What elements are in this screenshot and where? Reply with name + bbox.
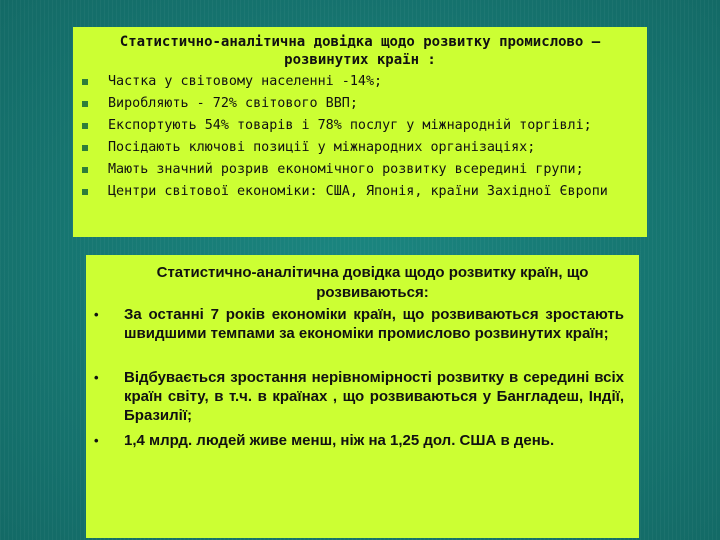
list-item-text: 1,4 млрд. людей живе менш, ніж на 1,25 дол. США в день. xyxy=(124,432,555,449)
square-bullet-icon xyxy=(82,79,88,85)
list-item-text: Посідають ключові позиції у міжнародних організаціях; xyxy=(108,140,536,155)
list-item-text: Виробляють - 72% світового ВВП; xyxy=(108,96,358,111)
list-item xyxy=(73,159,647,181)
list-item xyxy=(73,181,647,203)
square-bullet-icon xyxy=(82,167,88,173)
list-item xyxy=(73,137,647,159)
developing-countries-title: Статистично-аналітична довідка щодо розвитку країн, що розвиваються: xyxy=(156,264,589,301)
list-item-text: Експортують 54% товарів і 78% послуг у міжнародній торгівлі; xyxy=(108,118,592,133)
developed-countries-panel xyxy=(73,27,647,237)
bullet-icon: • xyxy=(94,433,99,448)
list-item-text: За останні 7 років економіки країн, що розвиваються зростають швидшими темпами за економіки промислово розвинутих країн; xyxy=(124,306,624,342)
developed-countries-title: Статистично-аналітична довідка щодо розвитку промислово – розвинутих країн : xyxy=(119,34,601,68)
list-item-text: Відбувається зростання нерівномірності розвитку в середині всіх країн світу, в т.ч. в країнах , що розвиваються у Бангладеш, Індії, Бразилії; xyxy=(124,369,624,424)
developing-countries-panel xyxy=(86,255,639,538)
list-item-text: Частка у світовому населенні -14%; xyxy=(108,74,383,89)
developed-countries-list xyxy=(73,71,647,203)
list-item xyxy=(73,93,647,115)
bullet-icon: • xyxy=(94,370,99,385)
square-bullet-icon xyxy=(82,123,88,129)
square-bullet-icon xyxy=(82,189,88,195)
bullet-icon: • xyxy=(94,307,99,322)
list-item xyxy=(73,71,647,93)
list-item xyxy=(73,115,647,137)
list-item-text: Центри світової економіки: США, Японія, країни Західної Європи xyxy=(108,184,608,199)
list-item-text: Мають значний розрив економічного розвитку всередині групи; xyxy=(108,162,584,177)
square-bullet-icon xyxy=(82,145,88,151)
square-bullet-icon xyxy=(82,101,88,107)
